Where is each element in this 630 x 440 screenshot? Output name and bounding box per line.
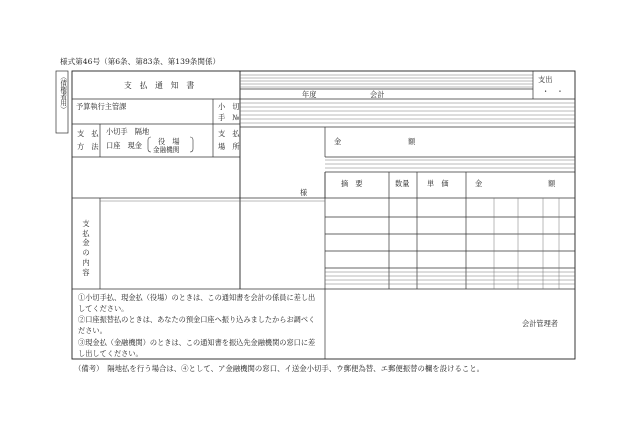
payment-option-bracket-bottom: 金融機関 xyxy=(153,146,180,154)
payout-label: 支出 xyxy=(538,75,553,84)
content-label-char: 容 xyxy=(82,267,90,277)
col-header-unit-price: 単 価 xyxy=(427,179,449,188)
form-number: 様式第46号（第6条、第83条、第139条関係） xyxy=(60,57,221,66)
payment-place-label-2: 場 所 xyxy=(218,142,240,151)
content-label-char: 金 xyxy=(82,238,90,248)
col-header-quantity: 数量 xyxy=(395,179,410,188)
accountant-label: 会計管理者 xyxy=(522,319,558,328)
notes-block xyxy=(78,292,318,359)
content-label-char: 払 xyxy=(82,228,90,238)
check-no-label-1: 小 切 xyxy=(218,102,240,111)
note-3: ③現金払（金融機関）のときは、この通知書を振込先金融機関の窓口に差し出してください。 xyxy=(78,337,316,358)
payment-place-label-1: 支 払 xyxy=(218,129,240,138)
footer-remark: （備考） 隔地払を行う場合は、④として、ア金融機関の窓口、イ送金小切手、ウ郵便為替、エ郵便振替の欄を設けること。 xyxy=(74,364,485,373)
note-2: ②口座振替払のときは、あなたの預金口座へ振り込みましたからお調べください。 xyxy=(78,315,316,336)
side-label xyxy=(57,73,67,113)
payment-option-row2: 口座 現金 xyxy=(106,141,142,150)
col-header-amount-suffix: 額 xyxy=(548,179,556,188)
payment-option-row1: 小切手 隔地 xyxy=(106,127,150,136)
payment-method-label-2: 方 法 xyxy=(77,142,99,151)
payment-option-bracket-top: 役 場 xyxy=(158,137,180,146)
amount-suffix: 額 xyxy=(408,137,416,146)
content-label-char: 内 xyxy=(82,257,90,267)
content-label-char: 支 xyxy=(82,219,90,228)
form-title: 支 払 通 知 書 xyxy=(124,81,195,90)
budget-manager-label: 予算執行主管課 xyxy=(76,102,127,111)
note-1: ①小切手払、現金払（役場）のときは、この通知書を会計の係員に差し出してください。 xyxy=(78,293,316,314)
amount-label: 金 xyxy=(334,137,342,146)
content-label-char: の xyxy=(82,248,90,258)
payout-date: ・ ・ xyxy=(542,87,564,96)
year-label: 年度 xyxy=(302,90,317,99)
content-label xyxy=(80,219,92,277)
col-header-amount: 金 xyxy=(475,179,483,188)
account-label: 会計 xyxy=(370,90,385,99)
honorific: 様 xyxy=(300,188,308,197)
side-label-text: （債権者用） xyxy=(58,73,67,113)
payment-method-label-1: 支 払 xyxy=(77,129,99,138)
col-header-description: 摘 要 xyxy=(341,179,363,188)
check-no-label-2: 手 № xyxy=(218,113,240,122)
